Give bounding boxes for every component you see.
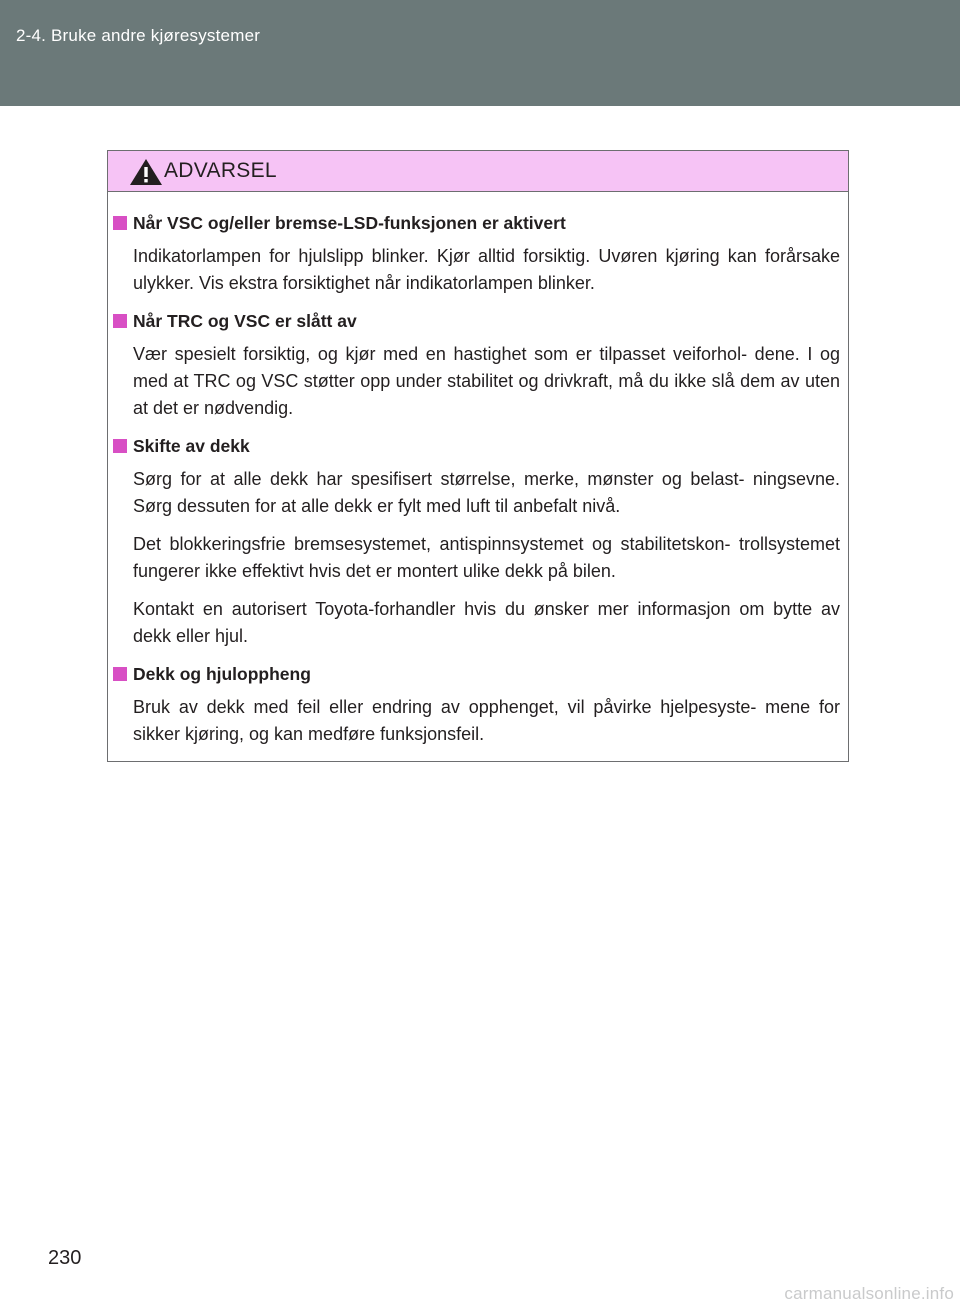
- square-bullet-icon: [113, 216, 127, 230]
- warning-section: [111, 433, 840, 650]
- warning-box: [107, 150, 849, 762]
- section-heading-text: Skifte av dekk: [133, 436, 250, 456]
- section-paragraph: Indikatorlampen for hjulslipp blinker. Kjør alltid forsiktig. Uvøren kjøring kan forårsake ulykker. Vis ekstra forsiktighet når indikatorlampen blinker.: [133, 246, 840, 293]
- section-heading: [111, 433, 840, 459]
- section-heading-text: Når VSC og/eller bremse-LSD-funksjonen er aktivert: [133, 213, 566, 233]
- section-heading: [111, 661, 840, 687]
- warning-section: [111, 210, 840, 297]
- section-paragraph: Kontakt en autorisert Toyota-forhandler hvis du ønsker mer informasjon om bytte av dekk eller hjul.: [133, 599, 840, 646]
- warning-triangle-icon: [128, 157, 164, 187]
- watermark: carmanualsonline.info: [784, 1284, 954, 1303]
- section-paragraph: Sørg for at alle dekk har spesifisert størrelse, merke, mønster og belast- ningsevne. Sørg dessuten for at alle dekk er fylt med luft til anbefalt nivå.: [133, 469, 840, 516]
- page-number: 230: [48, 1247, 82, 1269]
- square-bullet-icon: [113, 667, 127, 681]
- section-heading-text: Dekk og hjuloppheng: [133, 664, 311, 684]
- warning-content: [108, 192, 848, 748]
- warning-section: [111, 308, 840, 422]
- section-heading: [111, 308, 840, 334]
- section-paragraph: Vær spesielt forsiktig, og kjør med en hastighet som er tilpasset veiforhol- dene. I og med at TRC og VSC støtter opp under stabilitet og drivkraft, må du ikke slå dem av uten at det er nødvendig.: [133, 344, 840, 418]
- section-heading-text: Når TRC og VSC er slått av: [133, 311, 357, 331]
- warning-title: ADVARSEL: [164, 159, 277, 182]
- section-heading: [111, 210, 840, 236]
- chapter-title: 2-4. Bruke andre kjøresystemer: [16, 26, 261, 45]
- square-bullet-icon: [113, 439, 127, 453]
- warning-header: [108, 151, 848, 192]
- section-paragraph: Det blokkeringsfrie bremsesystemet, antispinnsystemet og stabilitetskon- trollsystemet fungerer ikke effektivt hvis det er montert ulike dekk på bilen.: [133, 534, 840, 581]
- square-bullet-icon: [113, 314, 127, 328]
- section-paragraph: Bruk av dekk med feil eller endring av opphenget, vil påvirke hjelpesyste- mene for sikker kjøring, og kan medføre funksjonsfeil.: [133, 697, 840, 744]
- warning-section: [111, 661, 840, 748]
- chapter-header-band: [0, 0, 960, 106]
